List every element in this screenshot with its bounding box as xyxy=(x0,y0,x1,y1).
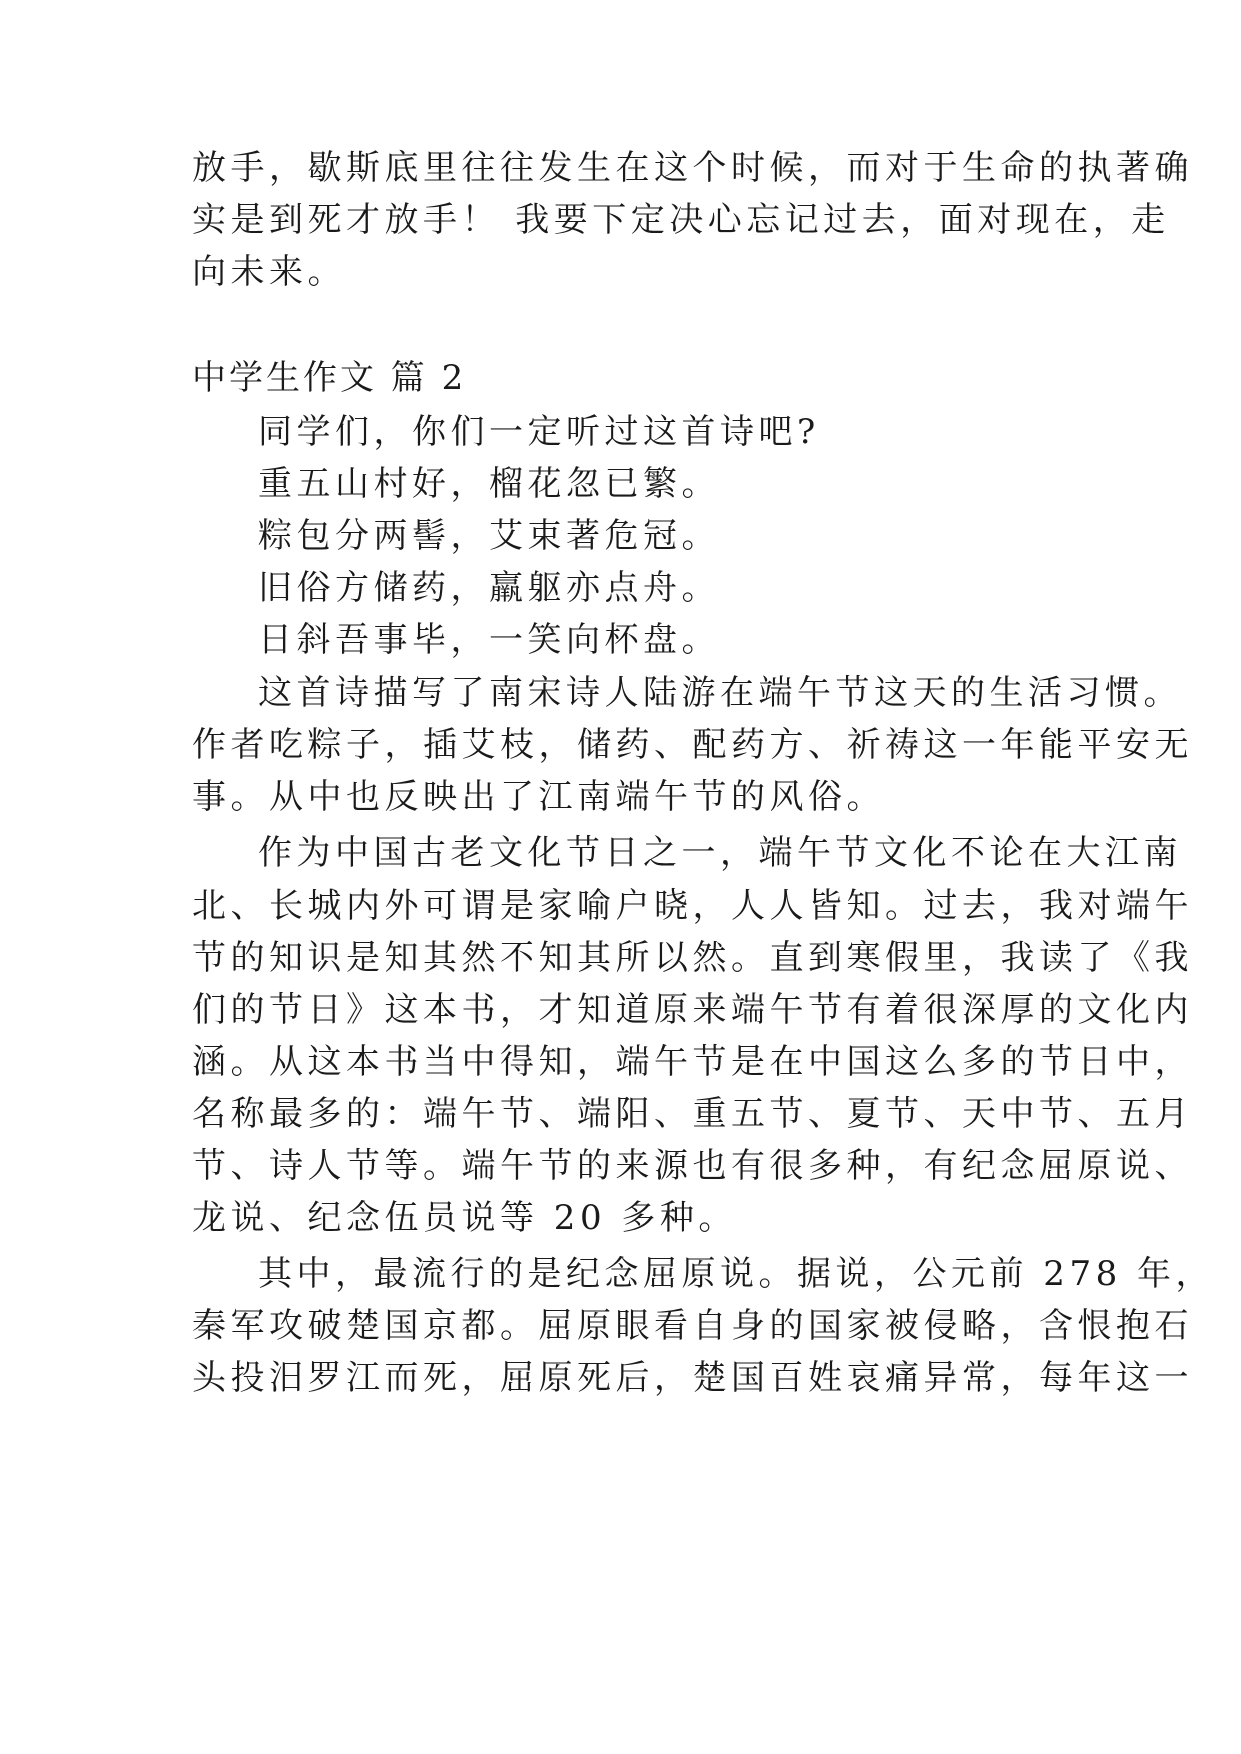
poem-line: 重五山村好，榴花忽已繁。 xyxy=(258,464,720,504)
paragraph-line: 北、长城内外可谓是家喻户晓，人人皆知。过去，我对端午 xyxy=(192,886,1193,926)
paragraph-line: 这首诗描写了南宋诗人陆游在端午节这天的生活习惯。 xyxy=(258,673,1182,713)
paragraph-line: 节的知识是知其然不知其所以然。直到寒假里，我读了《我 xyxy=(192,938,1193,978)
poem-line: 粽包分两髻，艾束著危冠。 xyxy=(258,516,720,556)
section-title: 中学生作文 篇 2 xyxy=(192,358,467,398)
paragraph-line: 节、诗人节等。端午节的来源也有很多种，有纪念屈原说、 xyxy=(192,1146,1193,1186)
paragraph-line: 头投汨罗江而死，屈原死后，楚国百姓哀痛异常，每年这一 xyxy=(192,1358,1193,1398)
paragraph-line: 名称最多的：端午节、端阳、重五节、夏节、天中节、五月 xyxy=(192,1094,1193,1134)
paragraph-line: 作为中国古老文化节日之一，端午节文化不论在大江南 xyxy=(258,833,1182,873)
continuation-line: 向未来。 xyxy=(192,252,346,292)
poem-line: 日斜吾事毕，一笑向杯盘。 xyxy=(258,620,720,660)
poem-line: 旧俗方储药，羸躯亦点舟。 xyxy=(258,568,720,608)
continuation-line: 实是到死才放手！ 我要下定决心忘记过去，面对现在，走 xyxy=(192,200,1170,240)
paragraph-line: 其中，最流行的是纪念屈原说。据说，公元前 278 年， xyxy=(258,1254,1215,1294)
poem-line: 同学们，你们一定听过这首诗吧? xyxy=(258,412,820,452)
continuation-line: 放手，歇斯底里往往发生在这个时候，而对于生命的执著确 xyxy=(192,148,1193,188)
paragraph-line: 们的节日》这本书，才知道原来端午节有着很深厚的文化内 xyxy=(192,990,1193,1030)
paragraph-line: 作者吃粽子，插艾枝，储药、配药方、祈祷这一年能平安无 xyxy=(192,725,1193,765)
paragraph-line: 龙说、纪念伍员说等 20 多种。 xyxy=(192,1198,737,1238)
paragraph-line: 秦军攻破楚国京都。屈原眼看自身的国家被侵略，含恨抱石 xyxy=(192,1306,1193,1346)
paragraph-line: 事。从中也反映出了江南端午节的风俗。 xyxy=(192,777,885,817)
paragraph-line: 涵。从这本书当中得知，端午节是在中国这么多的节日中， xyxy=(192,1042,1193,1082)
